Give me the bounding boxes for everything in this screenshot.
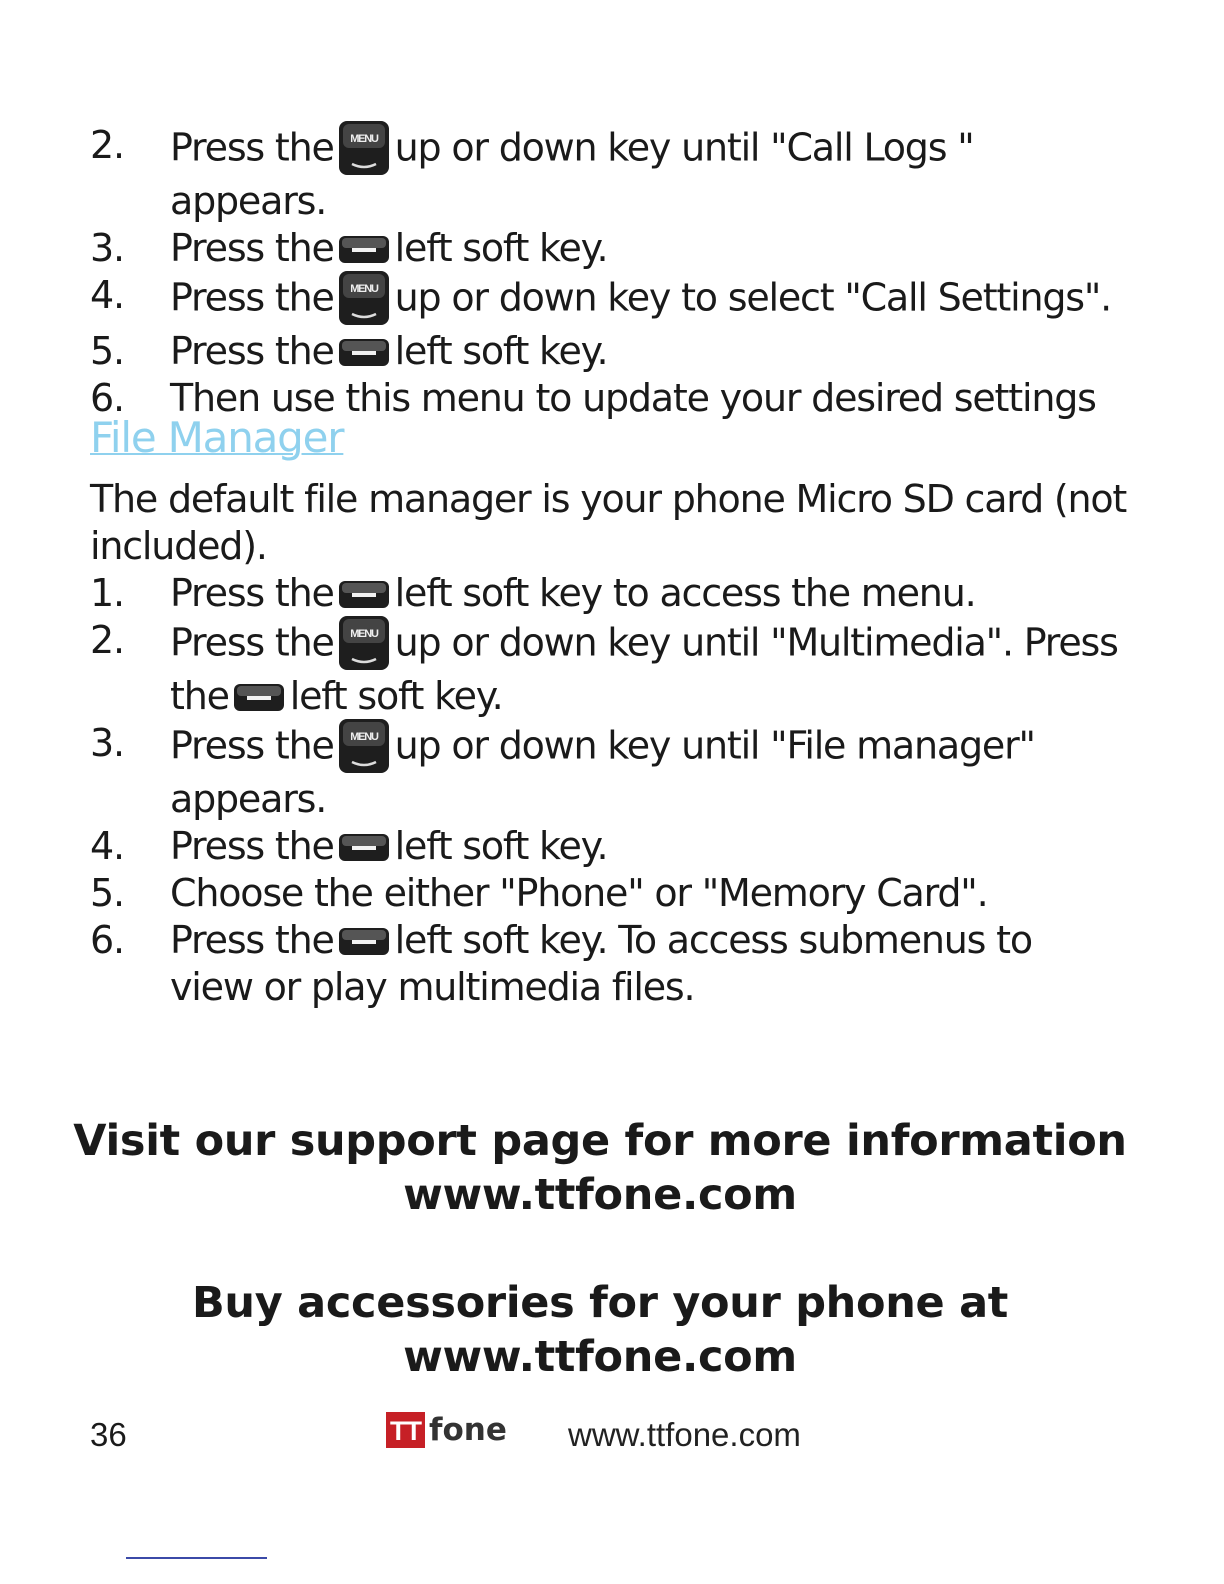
step-text: up or down key until "File manager" [394, 723, 1035, 768]
left-soft-key-icon [233, 681, 285, 713]
accessories-url-link[interactable]: www.ttfone.com [403, 1332, 797, 1382]
list-item [90, 870, 1130, 917]
step-text: Press the [170, 329, 334, 373]
step-text: appears. [170, 179, 327, 223]
menu-key-icon [338, 718, 390, 774]
step-text: Choose the either "Phone" or "Memory Card". [170, 871, 988, 915]
left-soft-key-icon [338, 578, 390, 610]
list-item [90, 225, 1130, 272]
step-text: the [170, 674, 229, 718]
list-item [90, 328, 1130, 375]
list-item [90, 720, 1130, 823]
step-text: left soft key to access the menu. [394, 571, 976, 615]
step-text: left soft key. To access submenus to [394, 918, 1032, 962]
accessories-promo [0, 1276, 1200, 1384]
step-text: Press the [170, 125, 334, 170]
step-text: Press the [170, 620, 334, 665]
step-number: 1. [90, 571, 124, 615]
list-item [90, 617, 1130, 720]
logo-fone-text: fone [429, 1412, 507, 1448]
list-item [90, 823, 1130, 870]
accessories-text: Buy accessories for your phone at [191, 1278, 1009, 1328]
step-text: up or down key to select "Call Settings". [394, 275, 1112, 320]
step-number: 6. [90, 376, 124, 420]
step-text: up or down key until "Multimedia". Press [394, 620, 1118, 665]
left-soft-key-icon [338, 233, 390, 265]
step-text: Press the [170, 275, 334, 320]
step-text: Press the [170, 918, 334, 962]
page-footer [0, 1410, 1224, 1460]
file-manager-intro: The default file manager is your phone Micro SD card (not included). [90, 477, 1127, 568]
left-soft-key-icon [338, 831, 390, 863]
list-item [90, 917, 1130, 1011]
step-number: 2. [90, 618, 124, 662]
svg-text:MENU: MENU [349, 628, 378, 640]
svg-text:MENU: MENU [349, 133, 378, 145]
step-number: 3. [90, 226, 124, 270]
step-number: 2. [90, 123, 124, 167]
list-item [90, 122, 1130, 225]
support-promo [0, 1114, 1200, 1222]
step-text: Press the [170, 824, 334, 868]
step-text: left soft key. [394, 329, 608, 373]
call-settings-steps [90, 122, 1130, 422]
step-number: 4. [90, 824, 124, 868]
step-text: up or down key until "Call Logs " [394, 125, 974, 170]
step-number: 6. [90, 918, 124, 962]
menu-key-icon [338, 615, 390, 671]
bottom-rule [126, 1557, 267, 1559]
step-text: appears. [170, 777, 327, 821]
step-text: left soft key. [289, 674, 503, 718]
footer-url[interactable]: www.ttfone.com [568, 1416, 801, 1453]
step-number: 5. [90, 329, 124, 373]
ttfone-logo [386, 1412, 507, 1448]
file-manager-heading[interactable]: File Manager [90, 413, 344, 462]
step-text: left soft key. [394, 226, 608, 270]
list-item [90, 272, 1130, 328]
step-text: left soft key. [394, 824, 608, 868]
support-text: Visit our support page for more information [73, 1116, 1127, 1166]
svg-text:MENU: MENU [349, 731, 378, 743]
step-number: 5. [90, 871, 124, 915]
logo-tt-mark: TT [386, 1412, 425, 1448]
step-text: Then use this menu to update your desired settings [170, 376, 1096, 420]
step-number: 3. [90, 721, 124, 765]
menu-key-icon [338, 270, 390, 326]
step-text: view or play multimedia files. [170, 965, 695, 1009]
page-number: 36 [90, 1416, 127, 1453]
left-soft-key-icon [338, 336, 390, 368]
file-manager-steps [90, 570, 1130, 1011]
step-text: Press the [170, 226, 334, 270]
list-item [90, 570, 1130, 617]
step-text: Press the [170, 723, 334, 768]
svg-text:MENU: MENU [349, 283, 378, 295]
left-soft-key-icon [338, 925, 390, 957]
support-url-link[interactable]: www.ttfone.com [403, 1170, 797, 1220]
menu-key-icon [338, 120, 390, 176]
step-number: 4. [90, 273, 124, 317]
step-text: Press the [170, 571, 334, 615]
